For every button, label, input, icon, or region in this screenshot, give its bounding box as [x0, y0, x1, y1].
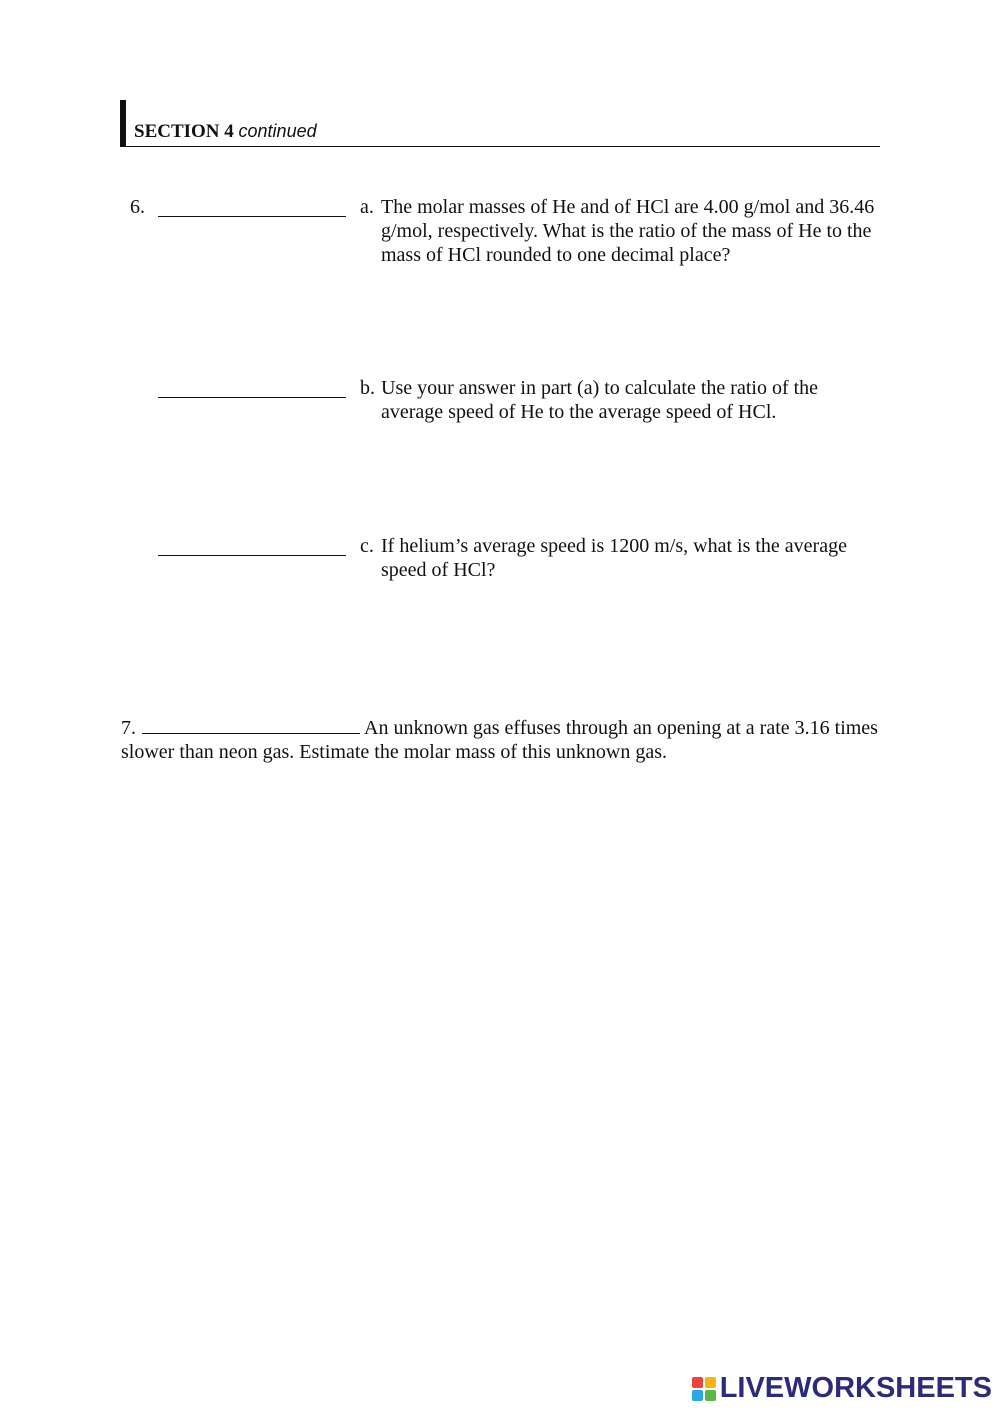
question-6b — [360, 376, 880, 424]
logo-tile-red — [692, 1377, 703, 1388]
watermark-brand: LIVEWORKSHEETS — [719, 1372, 992, 1404]
question-6a — [360, 195, 880, 267]
logo-tile-blue — [692, 1390, 703, 1401]
liveworksheets-logo-icon — [692, 1377, 716, 1401]
part-letter: b. — [360, 377, 375, 399]
continued-label: continued — [238, 121, 317, 141]
header-title — [134, 121, 317, 143]
logo-tile-yellow — [705, 1377, 716, 1388]
section-label: SECTION 4 — [134, 121, 234, 142]
answer-blank-7[interactable] — [142, 719, 360, 734]
header-accent-bar — [120, 100, 126, 147]
question-6-number: 6. — [130, 196, 145, 218]
answer-blank-6b[interactable] — [158, 397, 346, 398]
question-7-number: 7. — [121, 717, 136, 739]
answer-blank-6a[interactable] — [158, 216, 346, 217]
header-rule — [120, 146, 880, 148]
question-7-text: An unknown gas effuses through an opening at a rate 3.16 times slower than neon gas. Estimate the molar mass of this unknown gas. — [121, 717, 878, 763]
liveworksheets-watermark — [692, 1372, 992, 1405]
part-text: Use your answer in part (a) to calculate the ratio of the average speed of He to the average speed of HCl. — [381, 377, 819, 423]
answer-blank-6c[interactable] — [158, 555, 346, 556]
part-letter: c. — [360, 535, 374, 557]
question-7 — [121, 716, 881, 764]
logo-tile-green — [705, 1390, 716, 1401]
part-text: The molar masses of He and of HCl are 4.00 g/mol and 36.46 g/mol, respectively. What is the ratio of the mass of He to the mass of HCl rounded to one decimal place? — [381, 196, 875, 266]
part-text: If helium’s average speed is 1200 m/s, what is the average speed of HCl? — [381, 535, 847, 581]
section-header — [120, 100, 880, 147]
question-6c — [360, 534, 880, 582]
part-letter: a. — [360, 196, 374, 218]
